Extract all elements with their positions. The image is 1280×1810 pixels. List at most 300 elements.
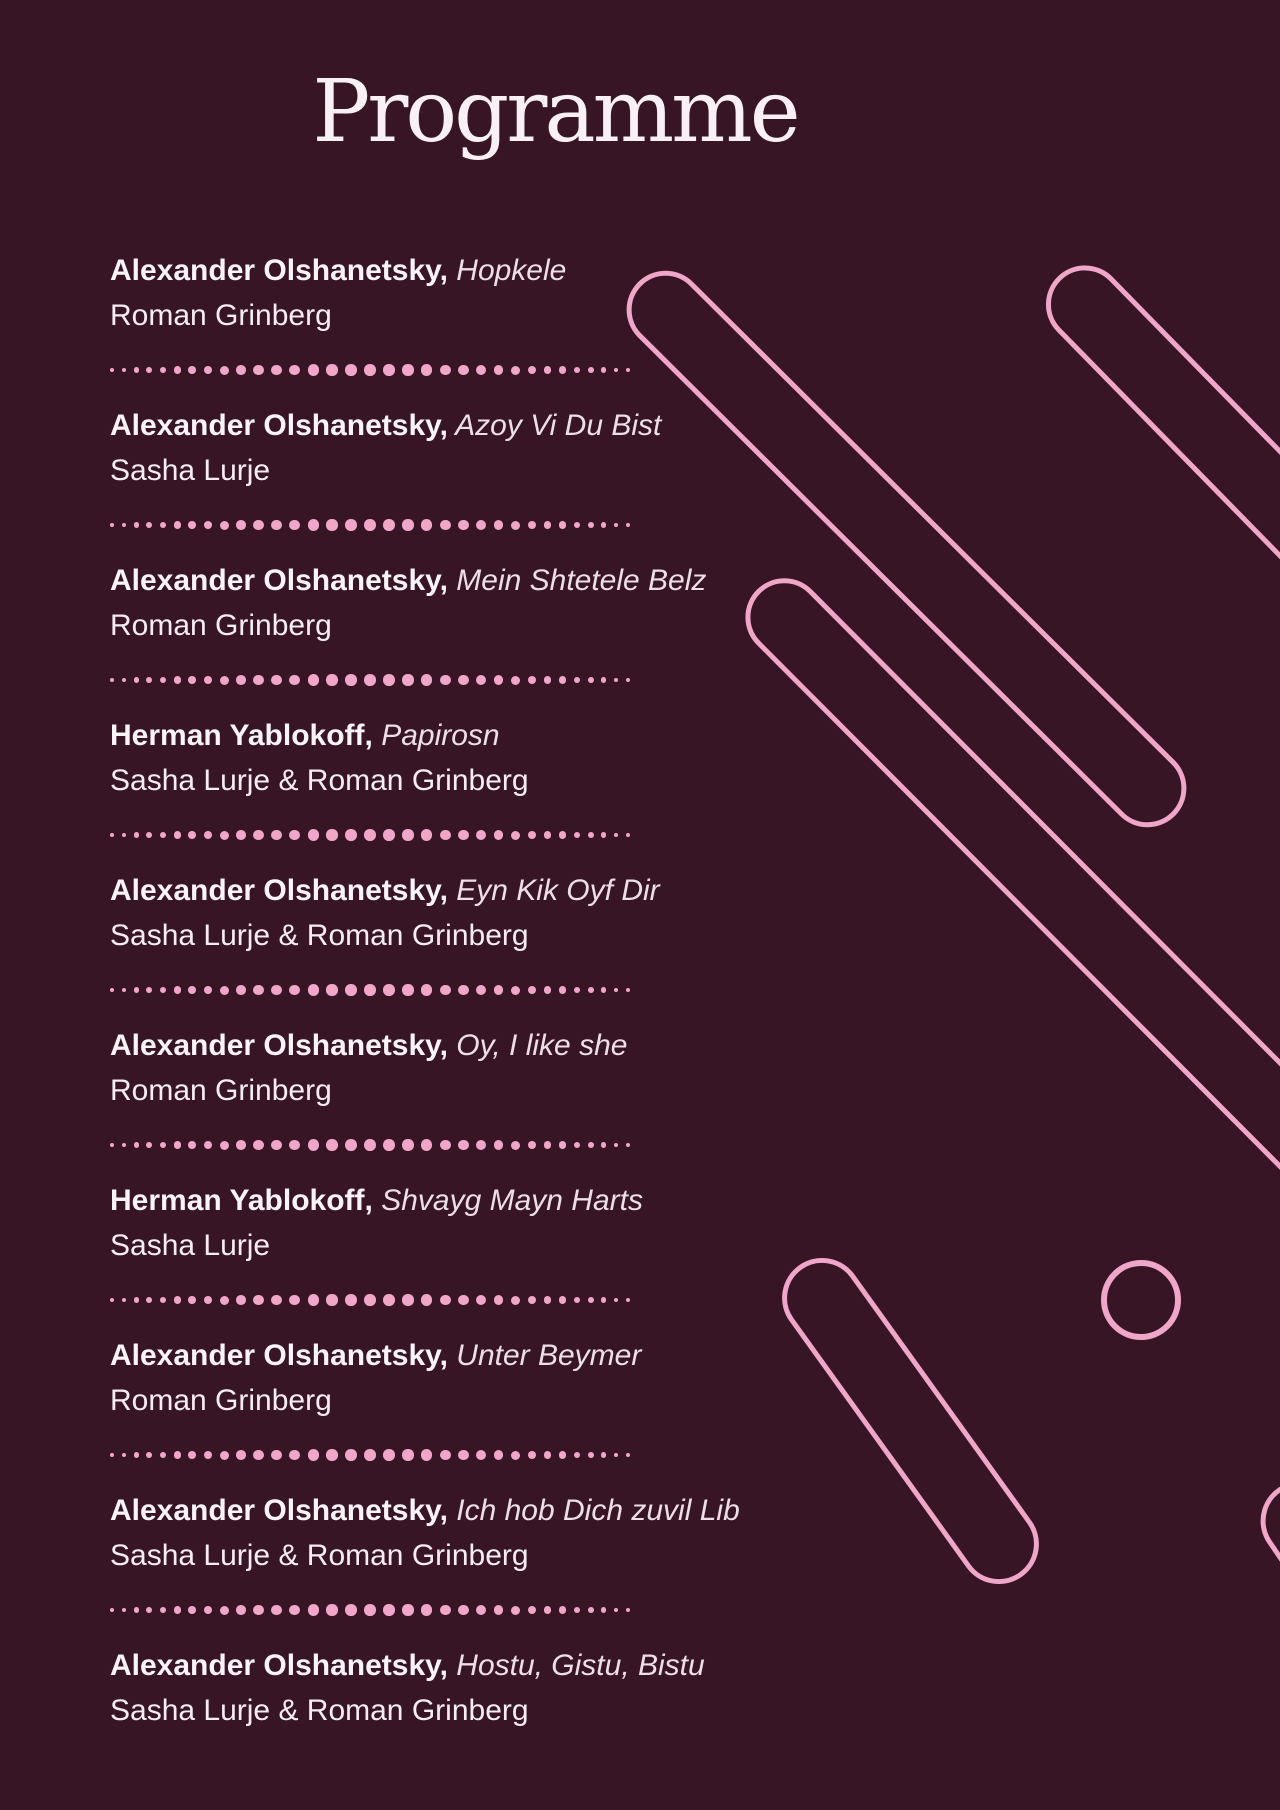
- dotted-separator: [110, 1449, 630, 1461]
- separator-dot: [174, 366, 181, 373]
- separator-dot: [601, 367, 606, 372]
- separator-dot: [383, 1294, 395, 1306]
- separator-dot: [146, 987, 152, 993]
- composer-name: Alexander Olshanetsky,: [110, 409, 448, 442]
- separator-dot: [626, 988, 630, 992]
- piece-title: Mein Shtetele Belz: [447, 564, 707, 597]
- separator-dot: [494, 1140, 504, 1150]
- separator-dot: [614, 1298, 619, 1303]
- separator-dot: [588, 522, 594, 528]
- programme-item-title-line: [110, 1178, 750, 1223]
- capsule-decoration: [1245, 1465, 1280, 1794]
- separator-dot: [494, 985, 504, 995]
- separator-dot: [544, 1606, 552, 1614]
- separator-dot: [271, 1140, 282, 1151]
- separator-dot: [308, 1604, 319, 1615]
- separator-dot: [188, 831, 196, 839]
- dotted-separator: [110, 984, 630, 996]
- composer-name: Alexander Olshanetsky,: [110, 1029, 448, 1062]
- separator-dot: [110, 1143, 114, 1147]
- separator-dot: [559, 676, 566, 683]
- performers: Sasha Lurje & Roman Grinberg: [110, 919, 529, 952]
- separator-dot: [236, 830, 246, 840]
- separator-dot: [134, 367, 139, 372]
- separator-dot: [345, 1139, 357, 1151]
- separator-dot: [574, 1297, 581, 1304]
- separator-dot: [174, 986, 181, 993]
- separator-dot: [601, 1297, 606, 1302]
- separator-dot: [601, 1142, 606, 1147]
- separator-dot: [559, 831, 566, 838]
- separator-dot: [188, 521, 196, 529]
- separator-dot: [236, 1450, 246, 1460]
- separator-dot: [110, 1453, 114, 1457]
- separator-dot: [559, 1141, 566, 1148]
- separator-dot: [544, 986, 552, 994]
- piece-title: Unter Beymer: [447, 1339, 642, 1372]
- separator-dot: [134, 1452, 139, 1457]
- separator-dot: [458, 1140, 469, 1151]
- separator-dot: [146, 677, 152, 683]
- separator-dot: [204, 1451, 212, 1459]
- separator-dot: [110, 1608, 114, 1612]
- separator-dot: [544, 1451, 552, 1459]
- separator-dot: [220, 1451, 229, 1460]
- separator-dot: [402, 829, 413, 840]
- separator-dot: [308, 1294, 319, 1305]
- separator-dot: [220, 521, 229, 530]
- separator-dot: [574, 1452, 581, 1459]
- composer-name: Alexander Olshanetsky,: [110, 254, 448, 287]
- separator-dot: [188, 366, 196, 374]
- separator-dot: [626, 523, 630, 527]
- separator-dot: [110, 833, 114, 837]
- separator-dot: [345, 519, 357, 531]
- separator-dot: [289, 365, 300, 376]
- separator-dot: [204, 986, 212, 994]
- separator-dot: [110, 368, 114, 372]
- separator-dot: [326, 1449, 337, 1460]
- separator-dot: [588, 832, 594, 838]
- separator-dot: [204, 1141, 212, 1149]
- separator-dot: [574, 832, 581, 839]
- separator-dot: [574, 1607, 581, 1614]
- separator-dot: [220, 1606, 229, 1615]
- separator-dot: [174, 1606, 181, 1613]
- separator-dot: [528, 366, 536, 374]
- separator-dot: [614, 1608, 619, 1613]
- separator-dot: [204, 521, 212, 529]
- separator-dot: [326, 364, 337, 375]
- separator-dot: [134, 987, 139, 992]
- dotted-separator: [110, 1294, 630, 1306]
- separator-dot: [528, 1606, 536, 1614]
- separator-dot: [289, 830, 300, 841]
- separator-dot: [289, 1140, 300, 1151]
- separator-dot: [476, 1605, 486, 1615]
- performers: Sasha Lurje: [110, 454, 271, 487]
- separator-dot: [494, 520, 504, 530]
- dotted-separator: [110, 364, 630, 376]
- separator-dot: [476, 520, 486, 530]
- separator-dot: [364, 1294, 376, 1306]
- separator-dot: [601, 522, 606, 527]
- separator-dot: [574, 677, 581, 684]
- separator-dot: [345, 1604, 357, 1616]
- programme-item: [110, 403, 750, 493]
- separator-dot: [364, 519, 376, 531]
- separator-dot: [204, 366, 212, 374]
- separator-dot: [626, 1453, 630, 1457]
- separator-dot: [364, 984, 376, 996]
- programme-item-title-line: [110, 1333, 750, 1378]
- separator-dot: [188, 1451, 196, 1459]
- separator-dot: [253, 1140, 263, 1150]
- composer-name: Alexander Olshanetsky,: [110, 1339, 448, 1372]
- separator-dot: [160, 1297, 167, 1304]
- separator-dot: [308, 1449, 319, 1460]
- programme-item: [110, 713, 750, 803]
- separator-dot: [134, 1297, 139, 1302]
- separator-dot: [345, 984, 357, 996]
- separator-dot: [588, 677, 594, 683]
- separator-dot: [236, 520, 246, 530]
- separator-dot: [511, 831, 520, 840]
- separator-dot: [122, 1298, 127, 1303]
- separator-dot: [383, 1139, 395, 1151]
- separator-dot: [364, 829, 376, 841]
- separator-dot: [326, 1294, 337, 1305]
- separator-dot: [174, 1451, 181, 1458]
- separator-dot: [421, 364, 432, 375]
- piece-title: Eyn Kik Oyf Dir: [447, 874, 660, 907]
- separator-dot: [146, 1452, 152, 1458]
- separator-dot: [601, 987, 606, 992]
- programme-item-title-line: [110, 558, 750, 603]
- separator-dot: [253, 1450, 263, 1460]
- programme-item: [110, 1488, 750, 1578]
- separator-dot: [364, 1449, 376, 1461]
- performers: Sasha Lurje & Roman Grinberg: [110, 1694, 529, 1727]
- separator-dot: [614, 833, 619, 838]
- separator-dot: [544, 1141, 552, 1149]
- dotted-separator: [110, 1139, 630, 1151]
- separator-dot: [160, 1142, 167, 1149]
- separator-dot: [271, 1605, 282, 1616]
- separator-dot: [146, 1142, 152, 1148]
- separator-dot: [289, 1605, 300, 1616]
- separator-dot: [271, 1450, 282, 1461]
- separator-dot: [110, 1298, 114, 1302]
- separator-dot: [476, 830, 486, 840]
- separator-dot: [511, 1451, 520, 1460]
- separator-dot: [626, 678, 630, 682]
- separator-dot: [440, 985, 451, 996]
- separator-dot: [588, 1607, 594, 1613]
- separator-dot: [626, 833, 630, 837]
- separator-dot: [511, 986, 520, 995]
- separator-dot: [236, 1295, 246, 1305]
- separator-dot: [458, 520, 469, 531]
- separator-dot: [345, 829, 357, 841]
- separator-dot: [236, 985, 246, 995]
- separator-dot: [440, 1140, 451, 1151]
- separator-dot: [383, 1604, 395, 1616]
- separator-dot: [528, 1296, 536, 1304]
- separator-dot: [236, 675, 246, 685]
- separator-dot: [476, 1450, 486, 1460]
- separator-dot: [289, 1295, 300, 1306]
- separator-dot: [364, 1139, 376, 1151]
- separator-dot: [421, 829, 432, 840]
- separator-dot: [174, 676, 181, 683]
- piece-title: Ich hob Dich zuvil Lib: [447, 1494, 740, 1527]
- separator-dot: [345, 1294, 357, 1306]
- separator-dot: [511, 1606, 520, 1615]
- separator-dot: [253, 985, 263, 995]
- separator-dot: [440, 1605, 451, 1616]
- separator-dot: [134, 522, 139, 527]
- programme-item-title-line: [110, 1023, 750, 1068]
- programme-item-title-line: [110, 868, 750, 913]
- separator-dot: [289, 1450, 300, 1461]
- separator-dot: [308, 829, 319, 840]
- separator-dot: [528, 986, 536, 994]
- separator-dot: [559, 366, 566, 373]
- separator-dot: [402, 1604, 413, 1615]
- separator-dot: [601, 677, 606, 682]
- separator-dot: [421, 1604, 432, 1615]
- separator-dot: [188, 1141, 196, 1149]
- composer-name: Herman Yablokoff,: [110, 719, 373, 752]
- separator-dot: [614, 988, 619, 993]
- separator-dot: [458, 1295, 469, 1306]
- separator-dot: [402, 674, 413, 685]
- separator-dot: [440, 520, 451, 531]
- separator-dot: [271, 985, 282, 996]
- separator-dot: [626, 1298, 630, 1302]
- piece-title: Azoy Vi Du Bist: [447, 409, 662, 442]
- separator-dot: [494, 365, 504, 375]
- separator-dot: [476, 1295, 486, 1305]
- separator-dot: [122, 1453, 127, 1458]
- separator-dot: [626, 1608, 630, 1612]
- separator-dot: [528, 676, 536, 684]
- programme-item: [110, 1023, 750, 1113]
- separator-dot: [421, 984, 432, 995]
- separator-dot: [110, 523, 114, 527]
- separator-dot: [220, 1141, 229, 1150]
- separator-dot: [614, 368, 619, 373]
- separator-dot: [271, 675, 282, 686]
- separator-dot: [345, 1449, 357, 1461]
- separator-dot: [160, 367, 167, 374]
- separator-dot: [220, 1296, 229, 1305]
- separator-dot: [528, 1141, 536, 1149]
- separator-dot: [220, 676, 229, 685]
- composer-name: Alexander Olshanetsky,: [110, 1649, 448, 1682]
- separator-dot: [134, 832, 139, 837]
- separator-dot: [544, 521, 552, 529]
- separator-dot: [308, 1139, 319, 1150]
- separator-dot: [220, 986, 229, 995]
- separator-dot: [122, 1608, 127, 1613]
- separator-dot: [308, 519, 319, 530]
- separator-dot: [220, 831, 229, 840]
- programme-item-title-line: [110, 403, 750, 448]
- separator-dot: [236, 1140, 246, 1150]
- separator-dot: [614, 523, 619, 528]
- separator-dot: [511, 521, 520, 530]
- separator-dot: [271, 520, 282, 531]
- separator-dot: [528, 831, 536, 839]
- separator-dot: [160, 987, 167, 994]
- separator-dot: [494, 675, 504, 685]
- separator-dot: [458, 1450, 469, 1461]
- separator-dot: [440, 365, 451, 376]
- dotted-separator: [110, 829, 630, 841]
- separator-dot: [383, 829, 395, 841]
- separator-dot: [421, 674, 432, 685]
- separator-dot: [253, 520, 263, 530]
- separator-dot: [440, 830, 451, 841]
- separator-dot: [204, 1606, 212, 1614]
- separator-dot: [236, 365, 246, 375]
- separator-dot: [160, 522, 167, 529]
- separator-dot: [308, 984, 319, 995]
- separator-dot: [476, 1140, 486, 1150]
- separator-dot: [494, 1295, 504, 1305]
- separator-dot: [528, 521, 536, 529]
- separator-dot: [402, 364, 413, 375]
- separator-dot: [271, 830, 282, 841]
- separator-dot: [383, 674, 395, 686]
- separator-dot: [421, 1294, 432, 1305]
- separator-dot: [110, 988, 114, 992]
- piece-title: Hostu, Gistu, Bistu: [447, 1649, 705, 1682]
- separator-dot: [574, 367, 581, 374]
- separator-dot: [574, 987, 581, 994]
- separator-dot: [364, 674, 376, 686]
- programme-item-title-line: [110, 1643, 750, 1688]
- separator-dot: [308, 364, 319, 375]
- separator-dot: [588, 367, 594, 373]
- programme-item: [110, 1333, 750, 1423]
- separator-dot: [494, 830, 504, 840]
- separator-dot: [383, 364, 395, 376]
- separator-dot: [614, 1453, 619, 1458]
- circle-decoration: [1101, 1260, 1181, 1340]
- separator-dot: [174, 1141, 181, 1148]
- separator-dot: [326, 984, 337, 995]
- composer-name: Herman Yablokoff,: [110, 1184, 373, 1217]
- separator-dot: [253, 1295, 263, 1305]
- separator-dot: [146, 367, 152, 373]
- separator-dot: [588, 1297, 594, 1303]
- separator-dot: [559, 1296, 566, 1303]
- separator-dot: [383, 1449, 395, 1461]
- separator-dot: [271, 1295, 282, 1306]
- separator-dot: [326, 519, 337, 530]
- separator-dot: [588, 1452, 594, 1458]
- separator-dot: [544, 1296, 552, 1304]
- separator-dot: [574, 1142, 581, 1149]
- separator-dot: [326, 674, 337, 685]
- separator-dot: [458, 1605, 469, 1616]
- dotted-separator: [110, 519, 630, 531]
- separator-dot: [204, 1296, 212, 1304]
- separator-dot: [122, 368, 127, 373]
- piece-title: Shvayg Mayn Harts: [372, 1184, 643, 1217]
- programme-item: [110, 868, 750, 958]
- separator-dot: [383, 984, 395, 996]
- separator-dot: [588, 987, 594, 993]
- separator-dot: [402, 1449, 413, 1460]
- piece-title: Hopkele: [447, 254, 567, 287]
- separator-dot: [160, 677, 167, 684]
- separator-dot: [601, 1607, 606, 1612]
- separator-dot: [494, 1450, 504, 1460]
- separator-dot: [544, 366, 552, 374]
- separator-dot: [326, 829, 337, 840]
- separator-dot: [326, 1604, 337, 1615]
- programme-item: [110, 1643, 750, 1733]
- separator-dot: [253, 1605, 263, 1615]
- separator-dot: [440, 1450, 451, 1461]
- separator-dot: [174, 1296, 181, 1303]
- separator-dot: [188, 986, 196, 994]
- separator-dot: [122, 833, 127, 838]
- separator-dot: [402, 519, 413, 530]
- separator-dot: [160, 1607, 167, 1614]
- separator-dot: [134, 677, 139, 682]
- separator-dot: [421, 1449, 432, 1460]
- separator-dot: [402, 1139, 413, 1150]
- separator-dot: [122, 988, 127, 993]
- separator-dot: [188, 676, 196, 684]
- separator-dot: [614, 1143, 619, 1148]
- performers: Roman Grinberg: [110, 1384, 332, 1417]
- programme-item-title-line: [110, 248, 750, 293]
- page-title: Programme: [312, 62, 798, 162]
- performers: Sasha Lurje & Roman Grinberg: [110, 1539, 529, 1572]
- separator-dot: [544, 676, 552, 684]
- separator-dot: [588, 1142, 594, 1148]
- separator-dot: [364, 1604, 376, 1616]
- separator-dot: [614, 678, 619, 683]
- capsule-decoration: [766, 1242, 1054, 1600]
- separator-dot: [511, 1141, 520, 1150]
- separator-dot: [253, 675, 263, 685]
- performers: Sasha Lurje & Roman Grinberg: [110, 764, 529, 797]
- separator-dot: [383, 519, 395, 531]
- separator-dot: [574, 522, 581, 529]
- separator-dot: [160, 832, 167, 839]
- separator-dot: [345, 364, 357, 376]
- separator-dot: [326, 1139, 337, 1150]
- separator-dot: [253, 365, 263, 375]
- separator-dot: [364, 364, 376, 376]
- separator-dot: [511, 1296, 520, 1305]
- separator-dot: [494, 1605, 504, 1615]
- composer-name: Alexander Olshanetsky,: [110, 564, 448, 597]
- separator-dot: [402, 1294, 413, 1305]
- separator-dot: [188, 1296, 196, 1304]
- separator-dot: [476, 365, 486, 375]
- separator-dot: [559, 1451, 566, 1458]
- separator-dot: [122, 678, 127, 683]
- separator-dot: [271, 365, 282, 376]
